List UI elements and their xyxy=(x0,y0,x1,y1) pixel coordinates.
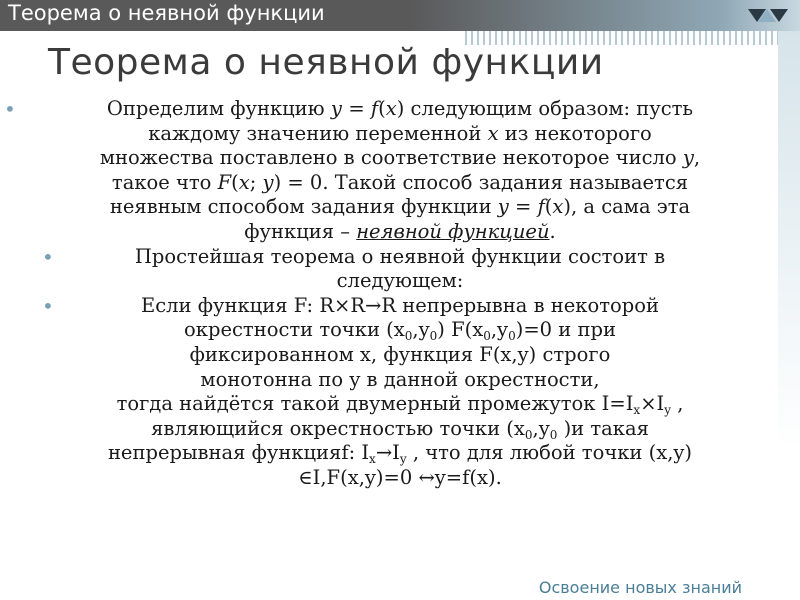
slide-body xyxy=(0,97,800,491)
decor-triangle-icon xyxy=(770,9,788,22)
bullet-icon: • xyxy=(42,293,54,318)
paragraph-theorem-intro: • Простейшая теорема о неявной функции состоит в следующем: xyxy=(42,244,666,293)
top-bar-title: Теорема о неявной функции xyxy=(8,1,325,25)
bullet-icon: • xyxy=(42,244,54,269)
slide-title: Теорема о неявной функции xyxy=(48,42,604,83)
top-bar-gradient xyxy=(410,0,800,31)
paragraph-definition: • Определим функцию у = f(x) следующим образом: пусть каждому значению переменной x из некоторого множества поставлено в соответствие некоторое число y, такое что F(x; y) = 0. Такой способ задания называется неявным способом задания функции y = f(x), а сама эта функция – неявной функцией. xyxy=(4,97,701,243)
footer-caption: Освоение новых знаний xyxy=(538,578,742,597)
top-bar xyxy=(0,0,800,31)
bullet-icon: • xyxy=(4,97,16,121)
paragraph-theorem-statement: • Если функция F: R×R→R непрерывна в некоторой окрестности точки $(x_0,y_0)$ $F(x_0,y_0)=0$ и при фиксированном x, функция F(x,y) строго монотонна по y в данной окрестности, тогда найдётся такой двумерный промежуток $I=I_x\times I_y$ , являющийся окрестностью точки ($x_0,y_0$ )и такая непрерывная функцияf: $I_x\to I_y$ , что для любой точки (x,y) ∈I,F(x,y)=0 ↔y=f(x). xyxy=(42,293,693,489)
